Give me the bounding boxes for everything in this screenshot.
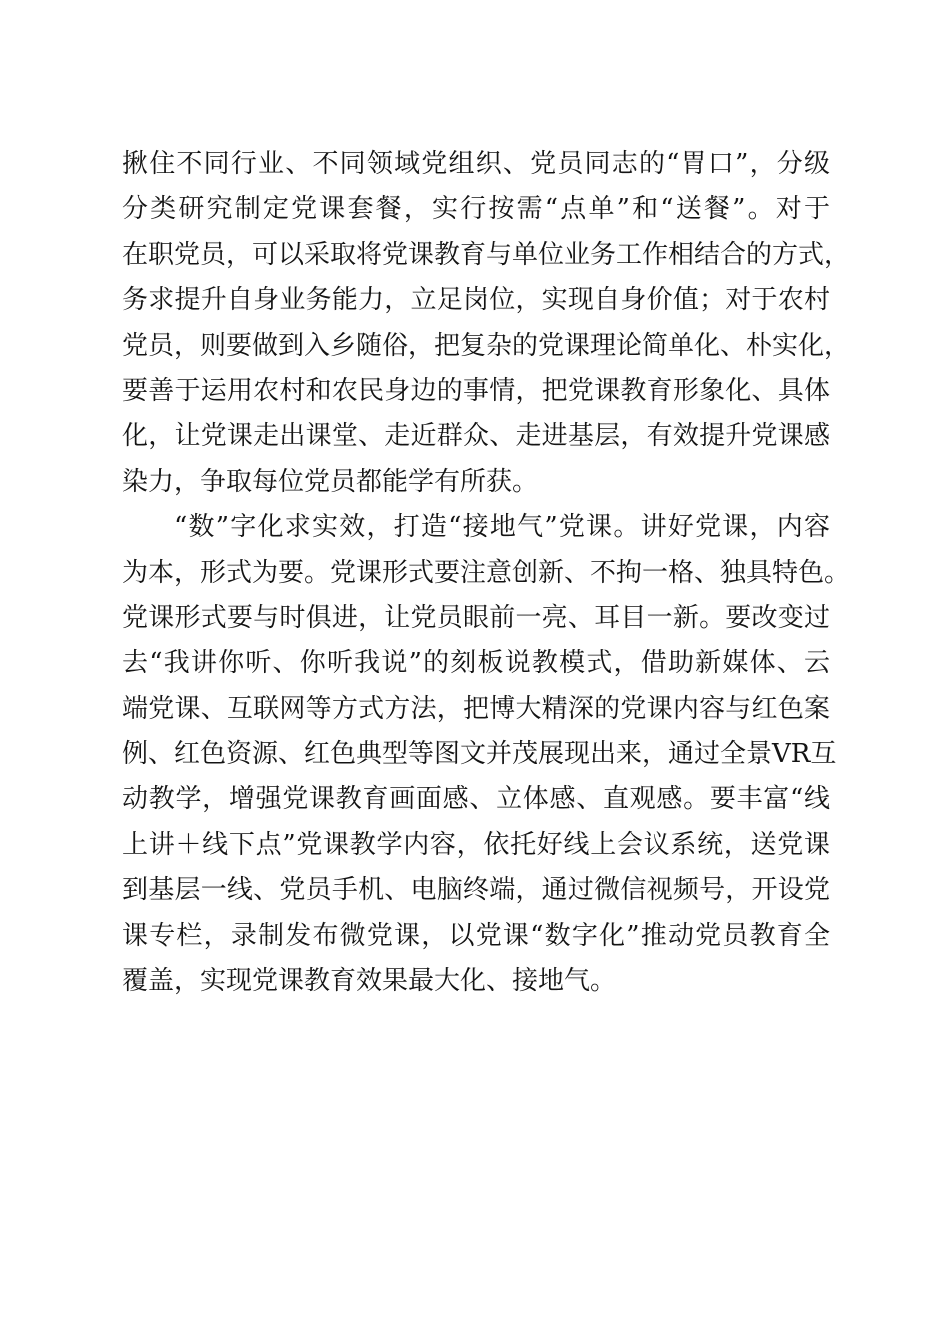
text-line: 染力，争取每位党员都能学有所获。 xyxy=(122,466,539,497)
text-line: 去“我讲你听、你听我说”的刻板说教模式，借助新媒体、云 xyxy=(122,648,830,679)
document-body xyxy=(122,142,851,1004)
text-line: 揪住不同行业、不同领域党组织、党员同志的“胃口”，分级 xyxy=(122,149,830,179)
text-line: 在职党员，可以采取将党课教育与单位业务工作相结合的方式， xyxy=(122,239,851,270)
text-line: 动教学，增强党课教育画面感、立体感、直观感。要丰富“线 xyxy=(122,784,830,815)
text-line: 要善于运用农村和农民身边的事情，把党课教育形象化、具体 xyxy=(122,375,830,406)
text-line: “数”字化求实效，打造“接地气”党课。讲好党课，内容 xyxy=(174,512,830,543)
text-line: 课专栏，录制发布微党课，以党课“数字化”推动党员教育全 xyxy=(122,920,830,951)
text-line: 化，让党课走出课堂、走近群众、走进基层，有效提升党课感 xyxy=(122,421,830,452)
paragraph xyxy=(122,142,851,505)
text-line: 务求提升自身业务能力，立足岗位，实现自身价值；对于农村 xyxy=(122,285,830,316)
text-line: 分类研究制定党课套餐，实行按需“点单”和“送餐”。对于 xyxy=(122,194,830,225)
paragraph xyxy=(122,505,851,1004)
text-line: 例、红色资源、红色典型等图文并茂展现出来，通过全景VR互 xyxy=(122,739,837,770)
text-line: 党课形式要与时俱进，让党员眼前一亮、耳目一新。要改变过 xyxy=(122,602,830,633)
text-line: 覆盖，实现党课教育效果最大化、接地气。 xyxy=(122,966,617,997)
text-line: 端党课、互联网等方式方法，把博大精深的党课内容与红色案 xyxy=(122,693,830,724)
text-line: 党员，则要做到入乡随俗，把复杂的党课理论简单化、朴实化， xyxy=(122,330,851,361)
text-line: 上讲＋线下点”党课教学内容，依托好线上会议系统，送党课 xyxy=(122,829,830,860)
text-line: 到基层一线、党员手机、电脑终端，通过微信视频号，开设党 xyxy=(122,875,830,906)
text-line: 为本，形式为要。党课形式要注意创新、不拘一格、独具特色。 xyxy=(122,557,851,588)
